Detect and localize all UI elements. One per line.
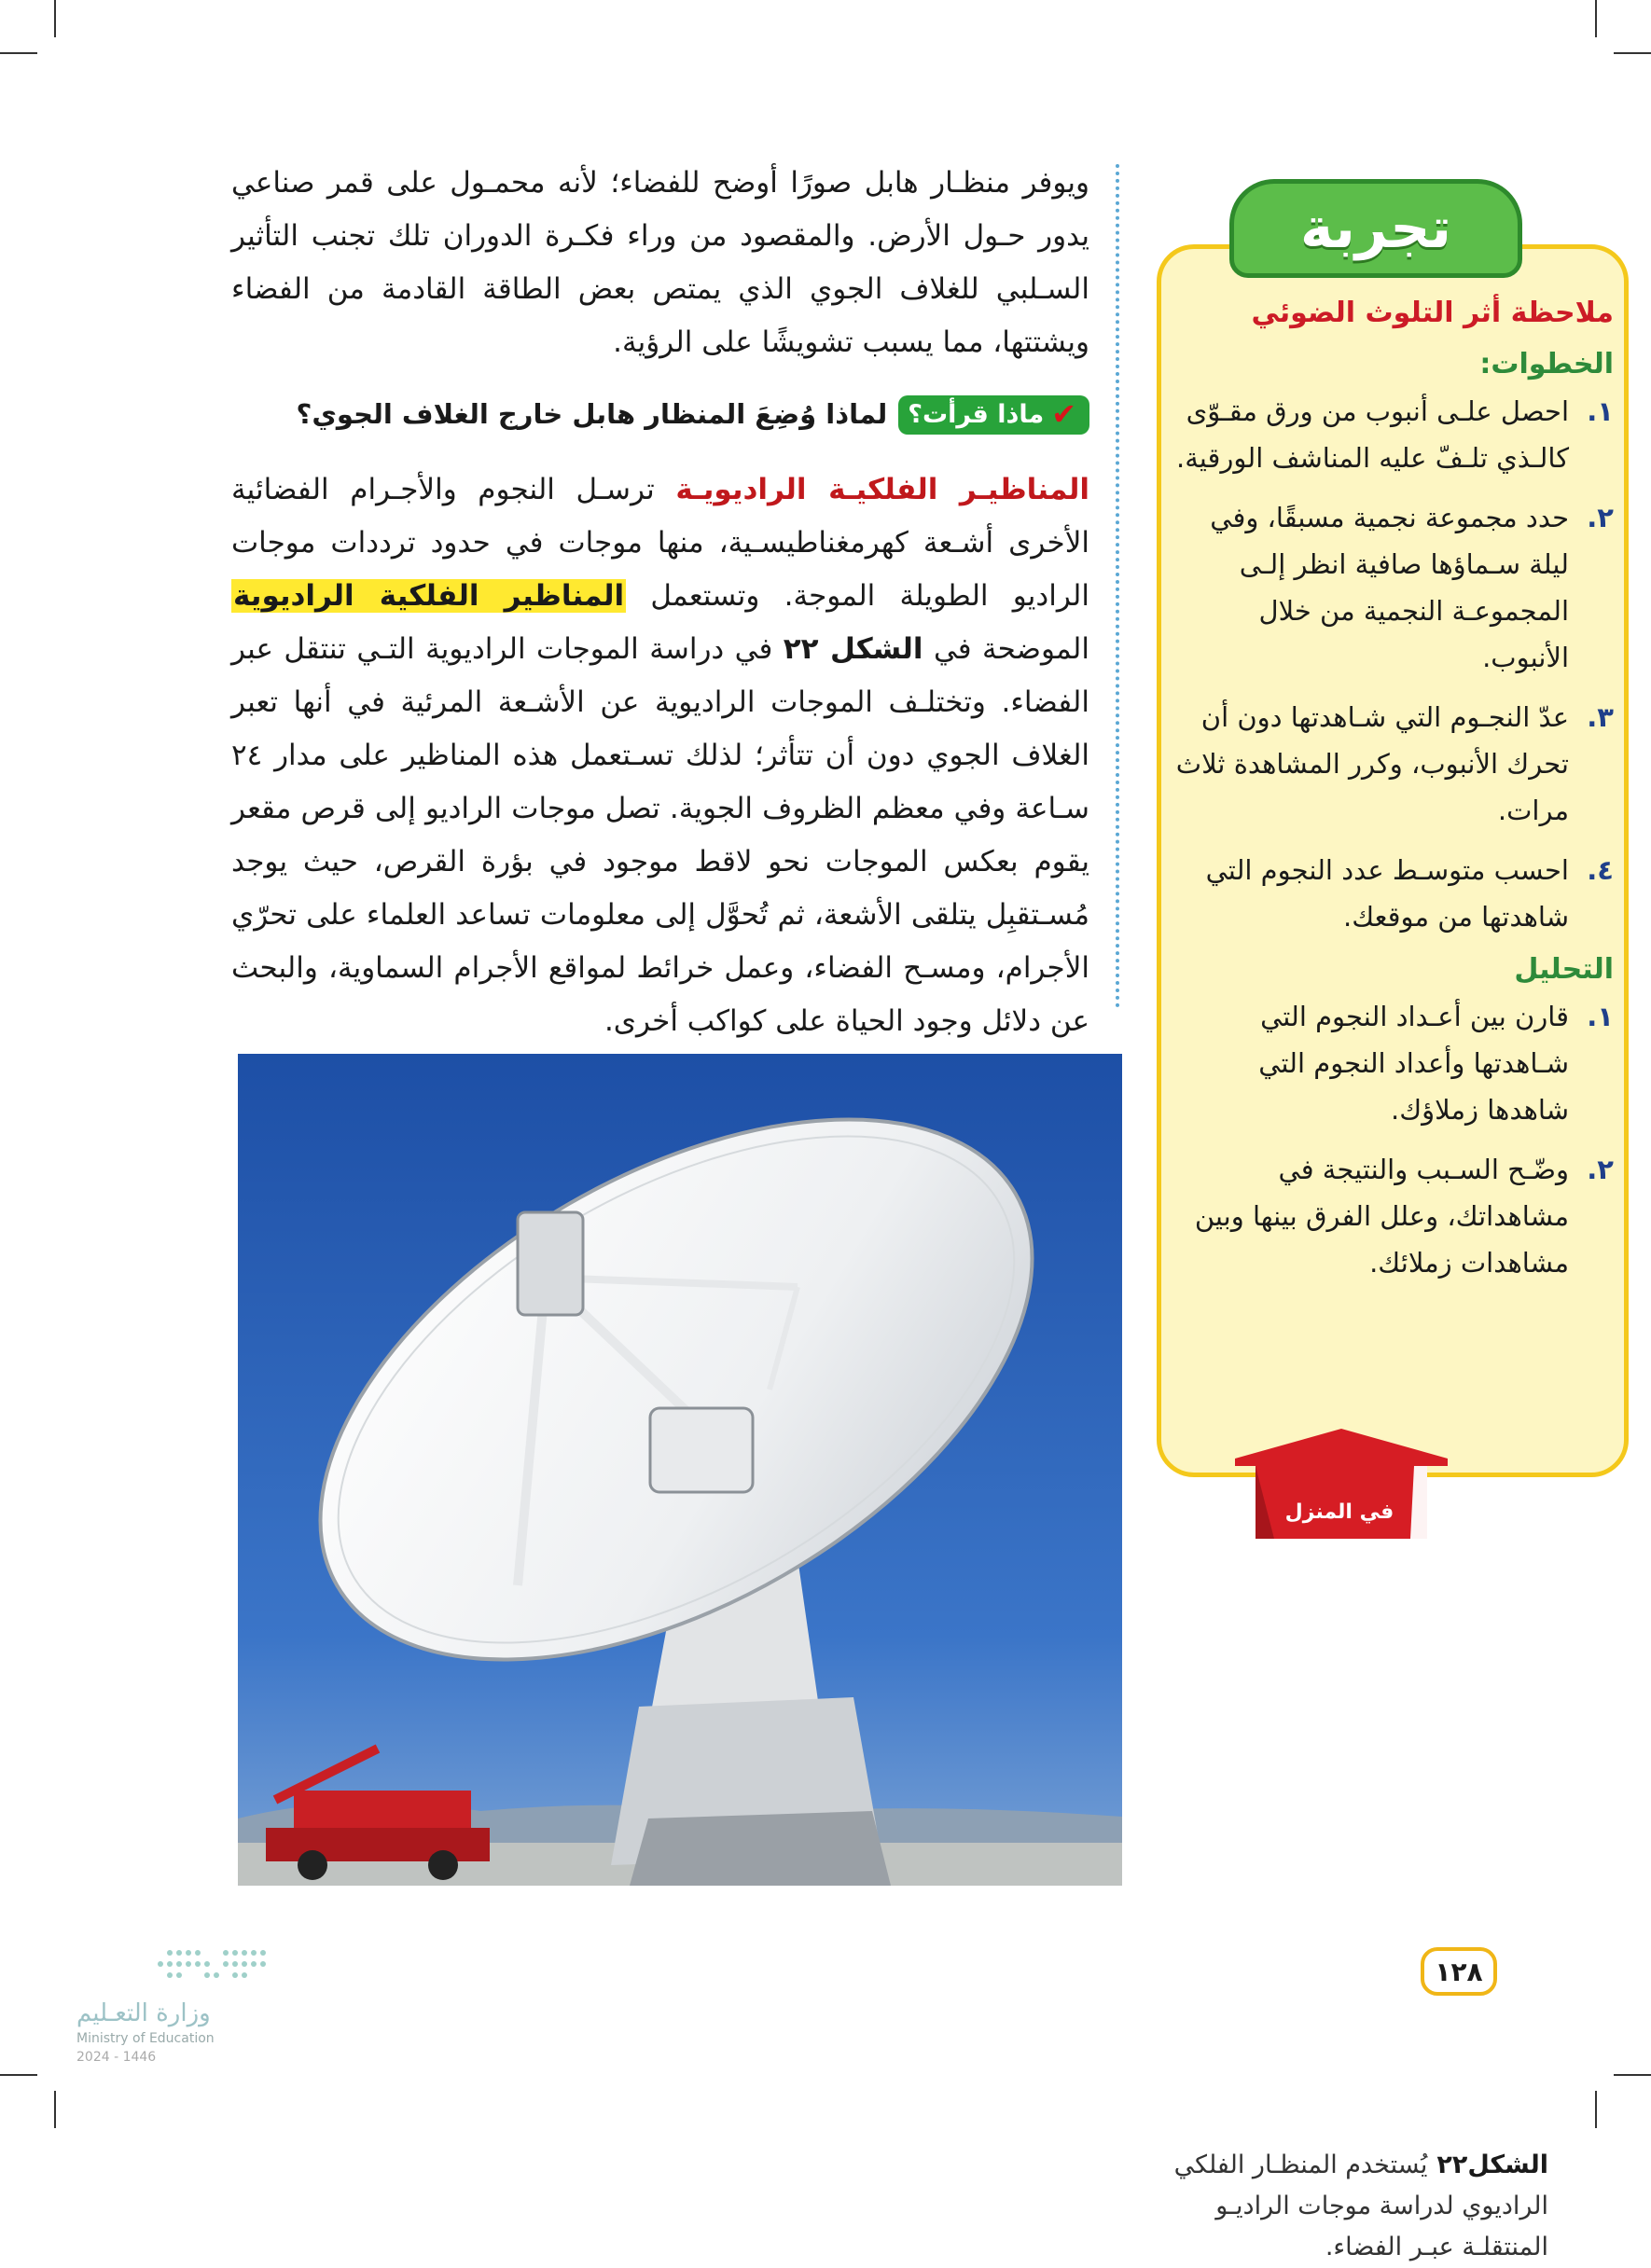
lab-content — [1173, 297, 1614, 1299]
lab-tab: تجربة — [1229, 179, 1522, 278]
radio-telescope-photo — [238, 1054, 1122, 1886]
step-number: ١. — [1587, 395, 1614, 427]
crop-mark — [1614, 52, 1651, 54]
ministry-logo-icon — [76, 1940, 310, 1996]
steps-heading: الخطوات: — [1479, 348, 1614, 380]
lab-step — [1173, 694, 1614, 834]
crop-mark — [54, 0, 56, 37]
crop-mark — [1595, 0, 1597, 37]
analysis-number: ٢. — [1587, 1154, 1614, 1185]
analysis-text: وضّـح السـبب والنتيجة في مشاهداتك، وعلل الفرق بينها وبين مشاهدات زملائك. — [1194, 1154, 1569, 1279]
lab-title: ملاحظة أثر التلوث الضوئي — [1251, 297, 1614, 329]
radio-telescope-paragraph — [231, 463, 1089, 1048]
step-number: ٣. — [1587, 701, 1614, 733]
at-home-badge — [1228, 1429, 1455, 1559]
crop-mark — [1595, 2091, 1597, 2128]
crop-mark — [0, 2074, 37, 2076]
step-text: حدد مجموعة نجمية مسبقًا، وفي ليلة سـماؤها صافية انظر إلـى المجموعـة النجمية من خلال الأنبوب. — [1210, 502, 1569, 673]
crop-mark — [1614, 2074, 1651, 2076]
reading-check-badge — [898, 395, 1089, 435]
crop-mark — [54, 2091, 56, 2128]
figure-label: الشكل٢٢ — [1436, 2150, 1548, 2179]
reading-check-label: ماذا قرأت؟ — [908, 400, 1045, 429]
ministry-name-english: Ministry of Education — [76, 2031, 215, 2046]
figure-reference: الشكل ٢٢ — [783, 632, 923, 666]
figure-caption-text: يُستخدم المنظـار الفلكي الراديوي لدراسة موجات الراديـو المنتقلـة عبـر الفضاء. — [1173, 2150, 1548, 2261]
paragraph-text: في دراسة الموجات الراديوية التـي تنتقل عبر الفضاء. وتختلـف الموجات الراديوية عن الأشـعة المرئية في أنها تعبر الغلاف الجوي دون أن تتأثر؛ لذلك تسـتعمل هذه المناظير على مدار ٢٤ سـاعة وفي معظم الظروف الجوية. تصل موجات الراديو إلى قرص مقعر يقوم بعكس الموجات نحو لاقط موجود في بؤرة القرص، حيث يوجد مُسـتقبِل يتلقى الأشعة، ثم تُحوَّل إلى معلومات تساعد العلماء على تحرّي الأجرام، ومسـح الفضاء، وعمل خرائط لمواقع الأجرام السماوية، والبحث عن دلائل وجود الحياة على كواكب أخرى. — [231, 632, 1089, 1038]
key-term: المناظيـر الفلكيـة الراديويـة — [675, 473, 1090, 506]
hubble-paragraph: ويوفر منظـار هابل صورًا أوضح للفضاء؛ لأنه محمـول على قمر صناعي يدور حـول الأرض. والمقصود من وراء فكـرة الدوران تلك تجنب التأثير السـلبي للغلاف الجوي الذي يمتص بعض الطاقة القادمة من الفضاء ويشتتها، مما يسبب تشويشًا على الرؤية. — [231, 166, 1089, 359]
step-text: احسب متوسـط عدد النجوم التي شاهدتها من موقعك. — [1205, 854, 1569, 933]
analysis-item — [1173, 1146, 1614, 1286]
figure-caption — [1149, 2145, 1548, 2268]
highlighted-term: المناظير الفلكية الراديوية — [233, 579, 625, 613]
analysis-text: قارن بين أعـداد النجوم التي شـاهدتها وأعداد النجوم التي شاهدها زملاؤك. — [1258, 1001, 1569, 1126]
lab-step — [1173, 388, 1614, 481]
checkmark-icon: ✔ — [1051, 396, 1076, 432]
page-number: ١٢٨ — [1421, 1947, 1497, 1996]
paragraph-text: الموضحة في — [923, 632, 1089, 666]
column-divider — [1116, 164, 1119, 1008]
step-number: ٤. — [1587, 854, 1614, 886]
analysis-heading: التحليل — [1514, 953, 1614, 986]
reading-check-question: لماذا وُضِعَ المنظار هابل خارج الغلاف الجوي؟ — [296, 398, 888, 430]
edition-year: 2024 - 1446 — [76, 2050, 157, 2065]
analysis-item — [1173, 993, 1614, 1133]
at-home-label: في المنزل — [1284, 1500, 1394, 1524]
crop-mark — [0, 52, 37, 54]
lab-step — [1173, 847, 1614, 940]
analysis-number: ١. — [1587, 1001, 1614, 1032]
lab-step — [1173, 494, 1614, 681]
radio-telescope-image — [238, 1054, 1122, 1886]
ministry-name-arabic: وزارة التعـليم — [76, 1999, 211, 2027]
main-text-column — [231, 157, 1089, 1048]
paragraph-text: ترسـل النجوم والأجـرام الفضائية الأخرى أشـعة كهرمغناطيسـية، منها موجات في حدود ترددات موجات الراديو الطويلة الموجة. وتستعمل — [231, 473, 1089, 613]
step-number: ٢. — [1587, 502, 1614, 533]
step-text: عدّ النجـوم التي شـاهدتها دون أن تحرك الأنبوب، وكرر المشاهدة ثلاث مرات. — [1175, 701, 1569, 826]
step-text: احصل علـى أنبوب من ورق مقـوّى كالـذي تلـفّ عليه المناشف الورقية. — [1176, 395, 1569, 474]
reading-check — [231, 388, 1089, 441]
